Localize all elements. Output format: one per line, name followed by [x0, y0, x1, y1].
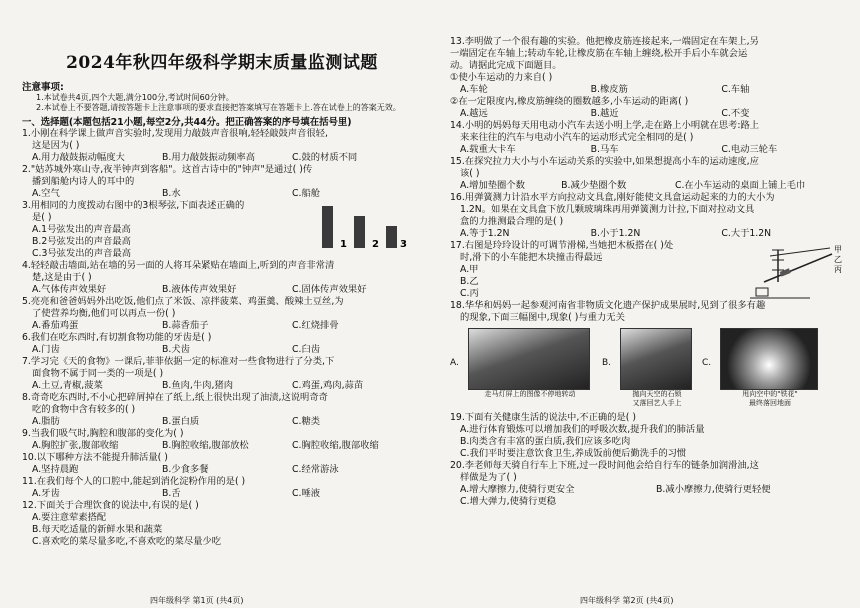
- q5-option-b: B.蒜香茄子: [162, 320, 209, 331]
- position-jia-label: 甲: [834, 245, 842, 254]
- q14-option-c: C.电动三轮车: [721, 144, 778, 155]
- q13-2-option-a: A.越远: [460, 108, 488, 119]
- q6-option-a: A.门齿: [32, 344, 60, 355]
- q18-label-a: A.: [450, 358, 459, 368]
- q6-stem: 6.我们在吃东西时,有切割食物功能的牙齿是( ): [22, 332, 212, 343]
- q17-option-b: B.乙: [460, 276, 479, 287]
- question-9: [22, 428, 422, 452]
- q14-option-a: A.载重大卡车: [460, 144, 516, 155]
- q5-stem: 5.亮亮和爸爸妈妈外出吃饭,他们点了米饭、凉拌菠菜、鸡蛋羹、酸辣土豆丝,为: [22, 296, 344, 307]
- q20-option-c: C.增大弹力,使骑行更稳: [460, 496, 557, 507]
- q8-stem: 8.奇奇吃东西时,不小心把碎屑掉在了纸上,纸上很快出现了油渍,这说明奇奇: [22, 392, 328, 403]
- q11-option-c: C.唾液: [292, 488, 321, 499]
- q12-option-b: B.每天吃适量的新鲜水果和蔬菜: [32, 524, 163, 535]
- q18-caption-b2: 又落回艺人手上: [632, 399, 682, 407]
- q12-option-c: C.喜欢吃的菜尽量多吃,不喜欢吃的菜尽量少吃: [32, 536, 222, 547]
- q15-option-c: C.在小车运动的桌面上铺上毛巾: [674, 180, 806, 191]
- q4-option-b: B.液体传声效果好: [162, 284, 237, 295]
- q10-stem: 10.以下哪种方法不能提升肺活量( ): [22, 452, 168, 463]
- question-7: [22, 356, 422, 392]
- q11-option-b: B.舌: [162, 488, 181, 499]
- q20-stem: 20.李老师每天骑自行车上下班,过一段时间他会给自行车的链条加润滑油,这: [450, 460, 759, 471]
- question-13: [450, 36, 852, 120]
- question-19: [450, 412, 852, 460]
- q18-caption-b1: 抛向天空的石锁: [632, 390, 682, 398]
- q1-stem: 1.小刚在科学课上做声音实验时,发现用力敲鼓声音很响,轻轻敲鼓声音很轻,: [22, 128, 328, 139]
- question-5: [22, 296, 422, 332]
- question-6: [22, 332, 422, 356]
- question-10: [22, 452, 422, 476]
- q12-option-a: A.要注意荤素搭配: [32, 512, 107, 523]
- q2-stem-2: 播到船舱内诗人的耳中的: [32, 176, 135, 187]
- wood-block: [756, 288, 768, 296]
- q18-label-b: B.: [602, 358, 612, 368]
- string-3-bar: [386, 226, 397, 248]
- q18-caption-a: 走马灯屏上的图像不停地转动: [484, 390, 576, 398]
- q20-option-b: B.减小摩擦力,使骑行更轻便: [656, 484, 771, 495]
- q4-option-c: C.固体传声效果好: [292, 284, 367, 295]
- position-bing-label: 丙: [834, 265, 842, 274]
- q17-option-a: A.甲: [460, 264, 479, 275]
- string-3-label: 3: [400, 239, 407, 250]
- q12-stem: 12.下面关于合理饮食的说法中,有误的是( ): [22, 500, 199, 511]
- string-1-bar: [322, 206, 333, 248]
- q1-stem-2: 这是因为( ): [32, 140, 80, 151]
- question-3: [22, 200, 422, 260]
- q2-stem: 2."姑苏城外寒山寺,夜半钟声到客船"。这首古诗中的"钟声"是通过( )传: [22, 164, 313, 175]
- q9-option-a: A.胸腔扩张,腹部收缩: [32, 440, 119, 451]
- q2-option-c: C.船舱: [292, 188, 321, 199]
- q1-option-b: B.用力敲鼓振动频率高: [162, 152, 256, 163]
- q4-option-a: A.气体传声效果好: [32, 284, 107, 295]
- q13-1-option-c: C.车轴: [721, 84, 750, 95]
- exam-page-2: [430, 0, 860, 608]
- q18-label-c: C.: [702, 358, 712, 368]
- q2-option-b: B.水: [162, 188, 181, 199]
- q3-option-b: B.2号弦发出的声音最高: [32, 236, 131, 247]
- q19-stem: 19.下面有关健康生活的说法中,不正确的是( ): [450, 412, 636, 423]
- lantern-photo: [468, 328, 590, 390]
- q13-2-option-c: C.不变: [721, 108, 750, 119]
- section-1-heading: 一、选择题(本题包括21小题,每空2分,共44分。把正确答案的序号填在括号里): [22, 117, 352, 128]
- q19-option-c: C.我们平时要注意饮食卫生,养成饭前便后勤洗手的习惯: [460, 448, 687, 459]
- question-4: [22, 260, 422, 296]
- question-1: [22, 128, 422, 164]
- q3-stem: 3.用相同的力度拨动右图中的3根琴弦,下面表述正确的: [22, 200, 245, 211]
- q2-option-a: A.空气: [32, 188, 60, 199]
- q13-stem-3: 动。请据此完成下面题目。: [450, 60, 562, 71]
- position-yi-label: 乙: [834, 255, 842, 264]
- stone-lock-photo: [620, 328, 692, 390]
- question-17: [450, 240, 852, 300]
- q16-stem-2: 1.2N。如果在文具盒下放几颗玻璃珠再用弹簧测力计拉,下面对拉动文具: [460, 204, 755, 215]
- q13-sub-1: ①使小车运动的力来自( ): [450, 72, 553, 83]
- q17-option-c: C.丙: [460, 288, 479, 299]
- question-2: [22, 164, 422, 200]
- q15-option-a: A.增加垫圈个数: [460, 180, 525, 191]
- q17-stem-2: 时,滑下的小车能把木块撞击得最远: [460, 252, 603, 263]
- q8-option-b: B.蛋白质: [162, 416, 200, 427]
- q18-images: [450, 328, 852, 408]
- q3-option-a: A.1号弦发出的声音最高: [32, 224, 131, 235]
- notice-line-1: 1.本试卷共4页,四个大题,满分100分,考试时间60分钟。: [36, 93, 234, 102]
- q15-stem: 15.在探究拉力大小与小车运动关系的实验中,如果想提高小车的运动速度,应: [450, 156, 759, 167]
- question-8: [22, 392, 422, 428]
- q18-caption-c2: 最终落回地面: [749, 399, 791, 407]
- q13-2-option-b: B.越近: [590, 108, 619, 119]
- q7-option-b: B.鱼肉,牛肉,猪肉: [162, 380, 234, 391]
- q10-option-a: A.坚持晨跑: [32, 464, 79, 475]
- q9-option-c: C.胸腔收缩,腹部收缩: [292, 440, 379, 451]
- q8-option-a: A.脂肪: [32, 416, 60, 427]
- question-11: [22, 476, 422, 500]
- iron-flower-photo: [720, 328, 818, 390]
- q14-stem: 14.小明的妈妈每天用电动小汽车去送小明上学,走在路上小明就在思考:路上: [450, 120, 760, 131]
- q16-option-c: C.大于1.2N: [721, 228, 772, 239]
- q13-stem-2: 一端固定在车轴上;转动车轮,让橡皮筋在车轴上缠绕,松开手后小车就会运: [450, 48, 748, 59]
- q15-option-b: B.减少垫圈个数: [561, 180, 627, 191]
- q18-caption-c1: 甩向空中的"铁花": [742, 390, 798, 398]
- q18-stem-2: 的现象,下面三幅图中,现象( )与重力无关: [460, 312, 625, 323]
- q9-option-b: B.胸腔收缩,腹部放松: [162, 440, 249, 451]
- string-1-label: 1: [340, 239, 347, 250]
- q13-stem: 13.李明做了一个很有趣的实验。他把橡皮筋连接起来,一端固定在车架上,另: [450, 36, 759, 47]
- q3-option-c: C.3号弦发出的声音最高: [32, 248, 132, 259]
- q5-option-c: C.红烧排骨: [292, 320, 339, 331]
- q19-option-a: A.进行体育锻炼可以增加我们的呼吸次数,提升我们的肺活量: [460, 424, 705, 435]
- q15-stem-2: 该( ): [460, 168, 480, 179]
- notice-line-2: 2.本试卷上不要答题,请按答题卡上注意事项的要求直接把答案填写在答题卡上.答在试卷上的答案无效。: [36, 103, 401, 112]
- q14-option-b: B.马车: [590, 144, 619, 155]
- q1-option-c: C.鼓的材质不同: [292, 152, 358, 163]
- page-2-footer: 四年级科学 第2页 (共4页): [580, 596, 674, 605]
- q11-option-a: A.牙齿: [32, 488, 60, 499]
- q20-stem-2: 样做是为了( ): [460, 472, 517, 483]
- q17-stem: 17.右图是玲玲设计的可调节滑梯,当她把木板搭在( )处: [450, 240, 674, 251]
- q3-stem-2: 是( ): [32, 212, 52, 223]
- q19-option-b: B.肉类含有丰富的蛋白质,我们应该多吃肉: [460, 436, 631, 447]
- q10-option-b: B.少食多餐: [162, 464, 209, 475]
- string-2-label: 2: [372, 239, 379, 250]
- q13-sub-2: ②在一定限度内,橡皮筋缠绕的圈数越多,小车运动的距离( ): [450, 96, 689, 107]
- q16-stem-3: 盒的力推测最合理的是( ): [460, 216, 564, 227]
- q13-1-option-a: A.车轮: [460, 84, 488, 95]
- q14-stem-2: 来来往往的汽车与电动小汽车的运动形式完全相同的是( ): [460, 132, 694, 143]
- q8-option-c: C.糖类: [292, 416, 321, 427]
- question-14: [450, 120, 852, 156]
- q6-option-c: C.臼齿: [292, 344, 321, 355]
- q4-stem-2: 楚,这是由于( ): [32, 272, 92, 283]
- q4-stem: 4.轻轻敲击墙面,站在墙的另一面的人将耳朵紧贴在墙面上,听到的声音非常清: [22, 260, 335, 271]
- q9-stem: 9.当我们吸气时,胸腔和腹部的变化为( ): [22, 428, 184, 439]
- q7-stem: 7.学习完《天的食物》一课后,菲菲依据一定的标准对一些食物进行了分类,下: [22, 356, 335, 367]
- q16-stem: 16.用弹簧测力计沿水平方向拉动文具盒,刚好能使文具盒运动起来的力的大小为: [450, 192, 775, 203]
- question-20: [450, 460, 852, 508]
- q5-option-a: A.番茄鸡蛋: [32, 320, 79, 331]
- string-diagram: [318, 202, 408, 252]
- q13-1-option-b: B.橡皮筋: [590, 84, 628, 95]
- exam-title: 2024年秋四年级科学期末质量监测试题: [66, 53, 378, 73]
- q8-stem-2: 吃的食物中含有较多的( ): [32, 404, 136, 415]
- q5-stem-2: 了使营养均衡,他们可以再点一份( ): [32, 308, 176, 319]
- q6-option-b: B.犬齿: [162, 344, 190, 355]
- question-18: [450, 300, 852, 408]
- page-1-footer: 四年级科学 第1页 (共4页): [150, 596, 244, 605]
- question-15: [450, 156, 852, 192]
- q7-option-c: C.鸡蛋,鸡肉,蒜苗: [292, 380, 364, 391]
- q7-option-a: A.土豆,青椒,菠菜: [32, 380, 103, 391]
- q18-stem: 18.华华和妈妈一起参观河南省非物质文化遗产保护成果展时,见到了很多有趣: [450, 300, 766, 311]
- q1-option-a: A.用力敲鼓振动幅度大: [32, 152, 125, 163]
- slide-diagram: [750, 240, 850, 302]
- q11-stem: 11.在我们每个人的口腔中,能起到消化淀粉作用的是( ): [22, 476, 246, 487]
- question-16: [450, 192, 852, 240]
- q16-option-b: B.小于1.2N: [590, 228, 641, 239]
- q10-option-c: C.经常游泳: [292, 464, 339, 475]
- notice-heading: 注意事项:: [22, 82, 64, 93]
- string-2-bar: [354, 216, 365, 248]
- q7-stem-2: 面食物不属于同一类的一项是( ): [32, 368, 164, 379]
- question-12: [22, 500, 422, 548]
- q20-option-a: A.增大摩擦力,使骑行更安全: [460, 484, 575, 495]
- q16-option-a: A.等于1.2N: [460, 228, 510, 239]
